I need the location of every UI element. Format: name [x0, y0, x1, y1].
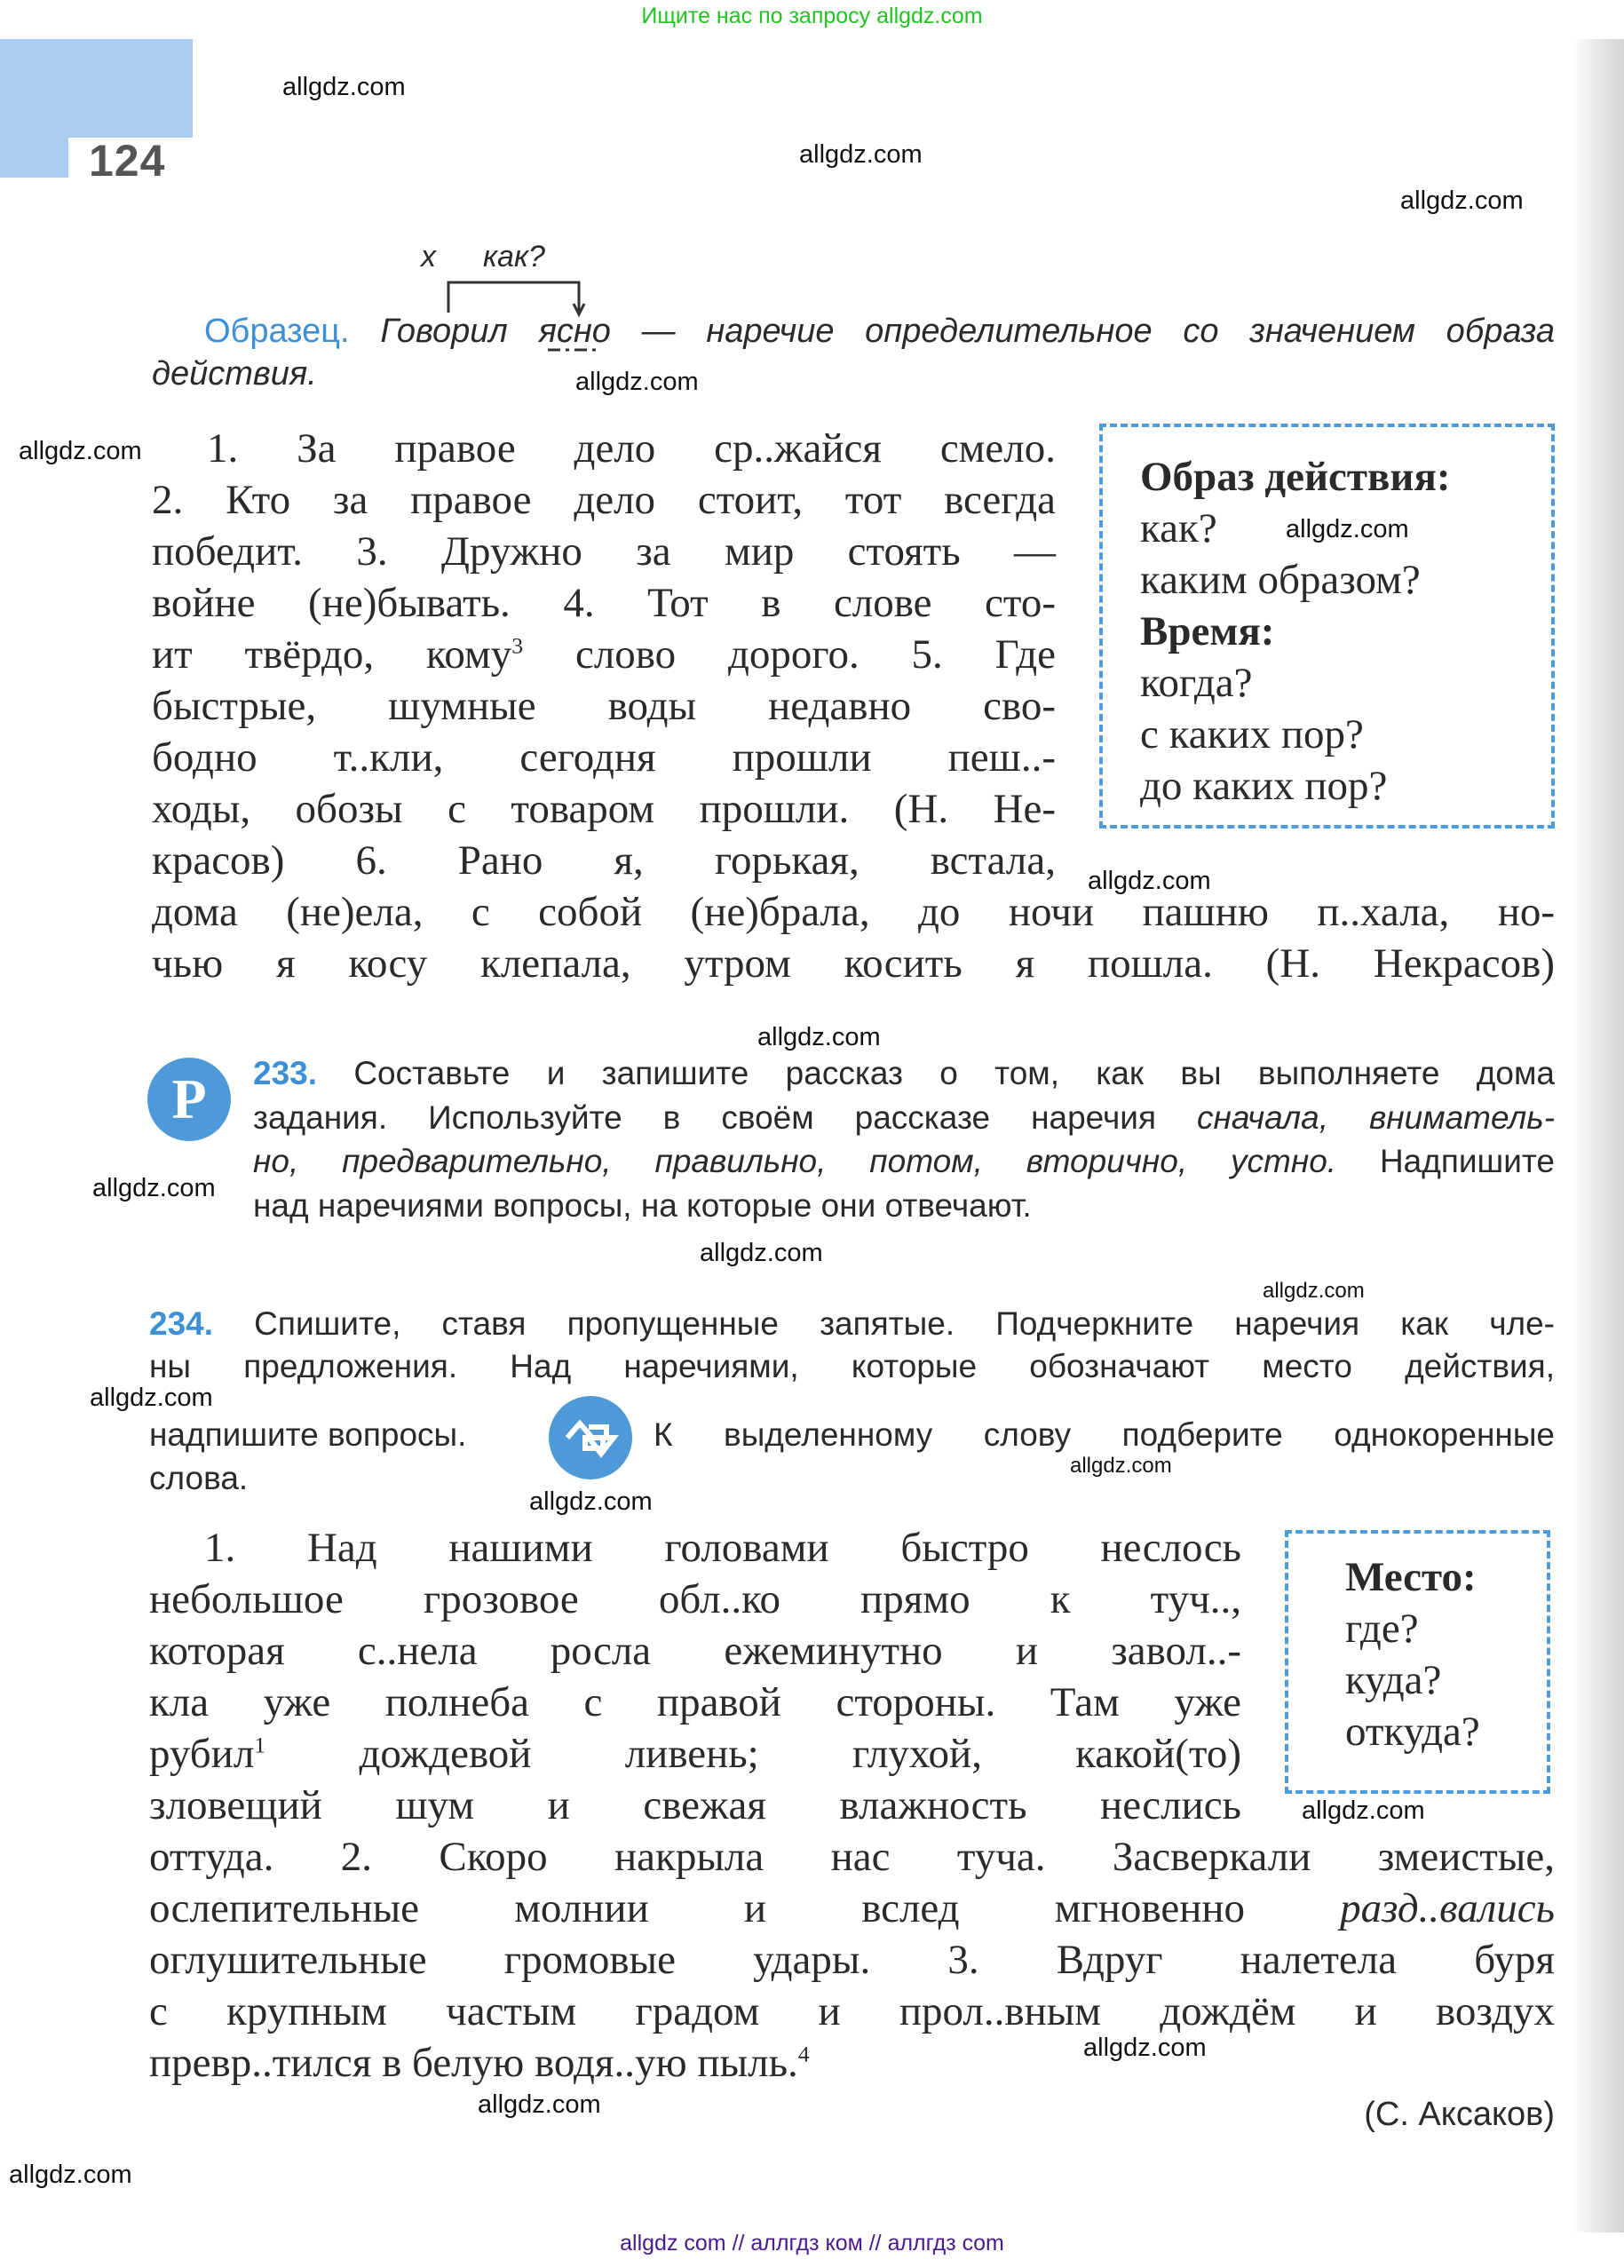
watermark: allgdz.com — [529, 1487, 653, 1516]
watermark: allgdz.com — [282, 73, 406, 101]
text-line — [152, 783, 1056, 835]
text-line — [149, 1728, 1241, 1780]
text-line — [152, 835, 1056, 886]
text-segment: оглушительные громовые удары. 3. Вдруг налетела буря — [149, 1937, 1555, 1983]
scheme-question: как? — [483, 240, 545, 274]
watermark: allgdz.com — [478, 2090, 601, 2119]
text-line — [149, 1934, 1555, 1986]
text-segment: Спишите, ставя пропущенные запятые. Подчеркните наречия как чле- — [213, 1305, 1555, 1342]
text-segment: сначала, внимател — [1197, 1098, 1527, 1136]
text-line — [152, 577, 1056, 629]
page-tab — [0, 39, 193, 138]
text-segment: дождевой ливень; глухой, какой(то) — [265, 1731, 1241, 1777]
watermark: allgdz.com — [19, 437, 142, 465]
text-segment: слово дорого. 5. Где — [523, 631, 1056, 678]
text-line — [149, 1522, 1241, 1574]
text-line — [152, 680, 1056, 732]
task-line — [253, 1139, 1555, 1184]
exercise-number: 233. — [253, 1055, 318, 1091]
text-segment: красов) 6. Рано я, горькая, встала, — [152, 837, 1056, 884]
sample-line-2: действия. — [152, 355, 317, 393]
text-segment: кла уже полнеба с правой стороны. Там уже — [149, 1679, 1241, 1725]
text-line — [149, 1574, 1241, 1625]
text-line — [152, 474, 1056, 526]
footnote-mark: 3 — [511, 632, 524, 659]
box-question: до каких пор? — [1140, 763, 1388, 809]
watermark: allgdz.com — [757, 1023, 881, 1051]
text-line — [149, 1831, 1555, 1883]
task-line — [253, 1184, 1555, 1228]
text-segment: зловещий шум и свежая влажность неслись — [149, 1782, 1241, 1828]
text-line — [149, 1677, 1241, 1728]
watermark: allgdz.com — [1088, 867, 1211, 895]
text-line — [152, 886, 1555, 938]
text-line — [149, 1625, 1241, 1677]
text-segment: ь- — [1526, 1098, 1556, 1136]
task-line: слова. — [149, 1460, 249, 1496]
box-question: когда? — [1140, 660, 1253, 706]
text-segment: победит. 3. Дружно за мир стоять — — [152, 528, 1056, 575]
watermark: allgdz.com — [1400, 186, 1524, 215]
text-line — [152, 423, 1056, 474]
text-segment: Составьте и запишите рассказ о том, как вы выполняете дома — [317, 1055, 1555, 1091]
text-segment: 1. За правое дело ср..жайся смело. — [207, 425, 1056, 472]
text-line — [152, 732, 1056, 783]
text-segment: небольшое грозовое обл..ко прямо к туч.., — [149, 1576, 1241, 1622]
word-formation-icon — [549, 1396, 632, 1479]
search-banner[interactable]: Ищите нас по запросу allgdz.com — [641, 4, 983, 28]
box-question: куда? — [1345, 1657, 1442, 1703]
watermark: allgdz.com — [575, 368, 699, 396]
text-segment: чью я косу клепала, утром косить я пошла. (Н. Некрасов) — [152, 940, 1555, 987]
text-segment: дома (не)ела, с собой (не)брала, до ночи пашню п..хала, но- — [152, 889, 1555, 935]
text-segment: ходы, обозы с товаром прошли. (Н. Не- — [152, 786, 1056, 832]
text-segment: задания. Используйте в своём рассказе наречия — [253, 1098, 1197, 1136]
text-line — [149, 1883, 1555, 1934]
watermark: allgdz.com — [1302, 1796, 1425, 1825]
task-line — [253, 1096, 1555, 1140]
text-segment: быстрые, шумные воды недавно сво- — [152, 683, 1056, 729]
footer-links[interactable]: allgdz com // аллгдз ком // аллгдз com — [620, 2231, 1004, 2256]
text-line — [152, 629, 1056, 680]
page-tab-edge — [0, 138, 68, 178]
box-heading-manner: Образ действия: — [1140, 454, 1451, 500]
watermark: allgdz.com — [1083, 2034, 1207, 2062]
text-line — [152, 938, 1555, 989]
watermark: allgdz.com — [700, 1239, 823, 1267]
text-segment: бодно т..кли, сегодня прошли пеш..- — [152, 734, 1056, 781]
sample-label: Образец. — [204, 313, 350, 350]
task-line — [149, 1302, 1555, 1346]
scheme-x-mark: х — [421, 240, 436, 274]
page-fold-shadow — [1572, 39, 1624, 2232]
box-heading-time: Время: — [1140, 608, 1275, 654]
watermark: allgdz.com — [90, 1384, 213, 1412]
text-segment: 1. Над нашими головами быстро неслось — [204, 1525, 1241, 1571]
watermark: allgdz.com — [1263, 1279, 1365, 1303]
text-line — [149, 1986, 1555, 2037]
text-segment: Надпишите — [1336, 1143, 1555, 1179]
text-line — [149, 2037, 1555, 2089]
sample-text: Говорил ясно — наречие определительное со значением образа — [380, 313, 1555, 350]
task-line — [253, 1051, 1555, 1096]
text-segment: которая с..нела росла ежеминутно и завол..- — [149, 1628, 1241, 1674]
box-question: как? — [1140, 505, 1217, 551]
text-segment: оттуда. 2. Скоро накрыла нас туча. Засверкали змеистые, — [149, 1834, 1555, 1880]
box-question: с каких пор? — [1140, 711, 1364, 757]
text-segment: превр..тился в белую водя..ую пыль. — [149, 2040, 798, 2086]
sample-line — [204, 313, 1555, 351]
text-segment: ослепительные молнии и вслед мгновенно — [149, 1885, 1341, 1931]
exercise-number: 234. — [149, 1305, 214, 1342]
box-question: каким образом? — [1140, 557, 1421, 603]
text-segment: над наречиями вопросы, на которые они отвечают. — [253, 1186, 1032, 1224]
page-number: 124 — [89, 136, 166, 186]
text-segment: ит твёрдо, кому — [152, 631, 512, 678]
watermark: allgdz.com — [1070, 1454, 1172, 1478]
box-question: откуда? — [1345, 1709, 1480, 1755]
text-segment: рубил — [149, 1731, 255, 1777]
task-line: ны предложения. Над наречиями, которые обозначают место действия, — [149, 1348, 1555, 1384]
text-line — [149, 1780, 1241, 1831]
watermark: allgdz.com — [92, 1174, 216, 1202]
text-segment: 2. Кто за правое дело стоит, тот всегда — [152, 477, 1056, 523]
box-heading-place: Место: — [1345, 1554, 1477, 1600]
text-segment: войне (не)бывать. 4. Тот в слове сто- — [152, 580, 1056, 626]
watermark: allgdz.com — [1286, 515, 1409, 543]
text-segment: с крупным частым градом и прол..вным дождём и воздух — [149, 1988, 1555, 2034]
exercise-233 — [253, 1051, 1555, 1227]
task-line: надпишите вопросы. — [149, 1416, 467, 1453]
author-credit: (С. Аксаков) — [1364, 2096, 1555, 2133]
footnote-mark: 4 — [797, 2041, 810, 2067]
footnote-mark: 1 — [254, 1732, 266, 1758]
place-questions-box — [1285, 1530, 1550, 1794]
watermark: allgdz.com — [799, 140, 923, 169]
watermark: allgdz.com — [9, 2161, 132, 2189]
adverb-questions-box — [1099, 424, 1555, 829]
text-segment: разд..вались — [1340, 1885, 1555, 1931]
text-line — [152, 526, 1056, 577]
text-segment: но, предварительно, правильно, потом, вторично, устно. — [253, 1143, 1337, 1179]
task-line: К выделенному слову подберите однокоренные — [654, 1416, 1555, 1453]
box-question: где? — [1345, 1606, 1419, 1652]
speech-development-icon: Р — [147, 1058, 231, 1141]
